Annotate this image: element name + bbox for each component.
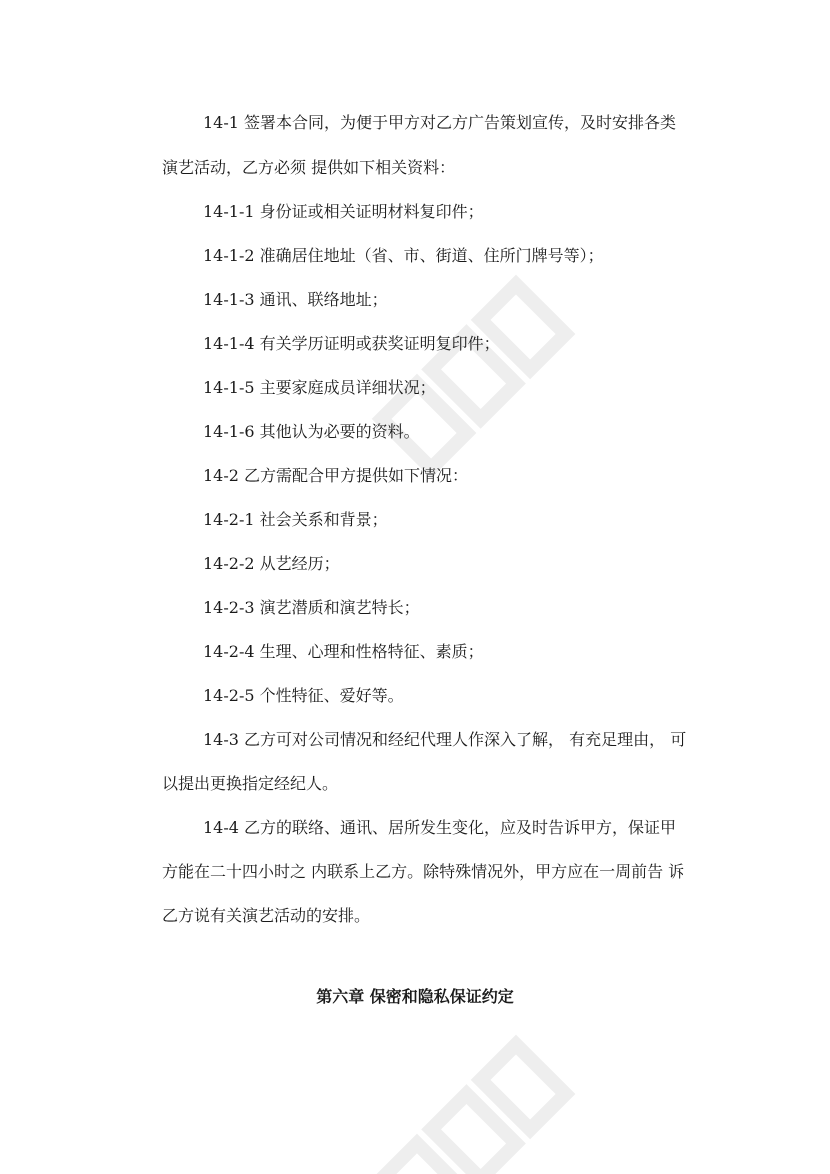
paragraph-14-1-line-1: 14-1 签署本合同，为便于甲方对乙方广告策划宣传，及时安排各类 (203, 113, 677, 132)
paragraph-14-4-line-1: 14-4 乙方的联络、通讯、居所发生变化，应及时告诉甲方，保证甲 (203, 818, 677, 837)
paragraph-14-1-line-2: 演艺活动，乙方必须 提供如下相关资料： (162, 158, 456, 177)
paragraph-14-4-line-2: 方能在二十四小时之 内联系上乙方。除特殊情况外，甲方应在一周前告 诉 (162, 862, 685, 881)
clause-14-1-3: 14-1-3 通讯、联络地址； (203, 290, 388, 309)
clause-14-1-2: 14-1-2 准确居住地址（省、市、街道、住所门牌号等）； (203, 246, 604, 265)
clause-14-2-5: 14-2-5 个性特征、爱好等。 (203, 686, 404, 705)
paragraph-14-3-line-2: 以提出更换指定经纪人。 (162, 774, 339, 793)
clause-14-1-5: 14-1-5 主要家庭成员详细状况； (203, 378, 436, 397)
chapter-title: 第六章 保密和隐私保证约定 (316, 987, 514, 1006)
clause-14-2: 14-2 乙方需配合甲方提供如下情况： (203, 466, 469, 485)
clause-14-2-2: 14-2-2 从艺经历； (203, 554, 340, 573)
clause-14-2-1: 14-2-1 社会关系和背景； (203, 510, 388, 529)
clause-14-2-3: 14-2-3 演艺潜质和演艺特长； (203, 598, 420, 617)
paragraph-14-4-line-3: 乙方说有关演艺活动的安排。 (162, 906, 371, 925)
clause-14-2-4: 14-2-4 生理、心理和性格特征、素质； (203, 642, 484, 661)
paragraph-14-3-line-1: 14-3 乙方可对公司情况和经纪代理人作深入了解， 有充足理由， 可 (203, 730, 687, 749)
clause-14-1-6: 14-1-6 其他认为必要的资料。 (203, 422, 420, 441)
clause-14-1-1: 14-1-1 身份证或相关证明材料复印件； (203, 202, 484, 221)
clause-14-1-4: 14-1-4 有关学历证明或获奖证明复印件； (203, 334, 500, 353)
